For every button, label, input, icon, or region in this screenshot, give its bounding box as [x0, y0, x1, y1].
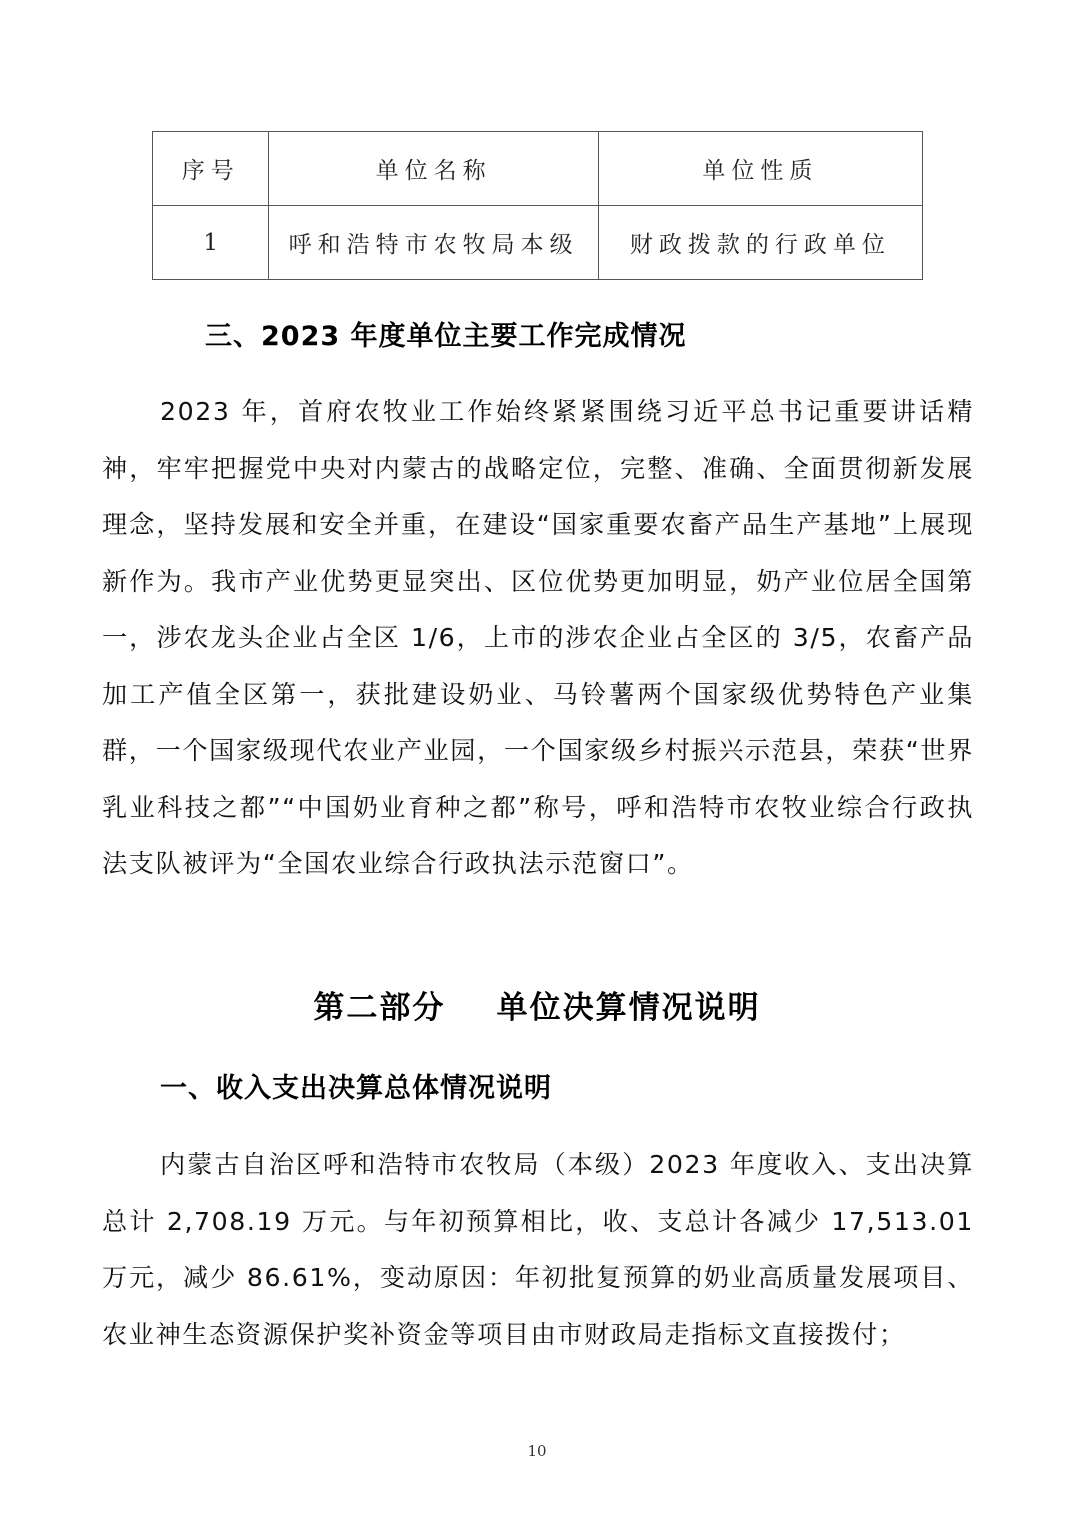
table-cell-unit-type: 财政拨款的行政单位: [598, 206, 922, 280]
work-completion-paragraph: 2023 年，首府农牧业工作始终紧紧围绕习近平总书记重要讲话精神，牢牢把握党中央对内蒙古的战略定位，完整、准确、全面贯彻新发展理念，坚持发展和安全并重，在建设“国家重要农畜产品生产基地”上展现新作为。我市产业优势更显突出、区位优势更加明显，奶产业位居全国第一，涉农龙头企业占全区 1/6，上市的涉农企业占全区的 3/5，农畜产品加工产值全区第一，获批建设奶业、马铃薯两个国家级优势特色产业集群，一个国家级现代农业产业园，一个国家级乡村振兴示范县，荣获“世界乳业科技之都”“中国奶业育种之都”称号，呼和浩特市农牧业综合行政执法支队被评为“全国农业综合行政执法示范窗口”。: [102, 397, 974, 878]
section-heading-income-expense: 一、收入支出决算总体情况说明: [160, 1073, 552, 1104]
table-row: [153, 206, 923, 280]
table-cell-unit-name: 呼和浩特市农牧局本级: [269, 206, 598, 280]
unit-table: [152, 131, 923, 280]
income-expense-paragraph: 内蒙古自治区呼和浩特市农牧局（本级）2023 年度收入、支出决算总计 2,708.19 万元。与年初预算相比，收、支总计各减少 17,513.01 万元，减少 86.61%，变动原因：年初批复预算的奶业高质量发展项目、农业神生态资源保护奖补资金等项目由市财政局走指标文直接拨付；: [102, 1150, 974, 1349]
part-two-title: 第二部分 单位决算情况说明: [313, 990, 761, 1026]
table-header-seq: 序号: [153, 132, 269, 206]
table-cell-seq: 1: [153, 206, 269, 280]
table-header-row: [153, 132, 923, 206]
section-heading-work-completion: 三、2023 年度单位主要工作完成情况: [205, 321, 687, 352]
table-header-unit-name: 单位名称: [269, 132, 598, 206]
page-number: 10: [527, 1442, 547, 1460]
table-header-unit-type: 单位性质: [598, 132, 922, 206]
